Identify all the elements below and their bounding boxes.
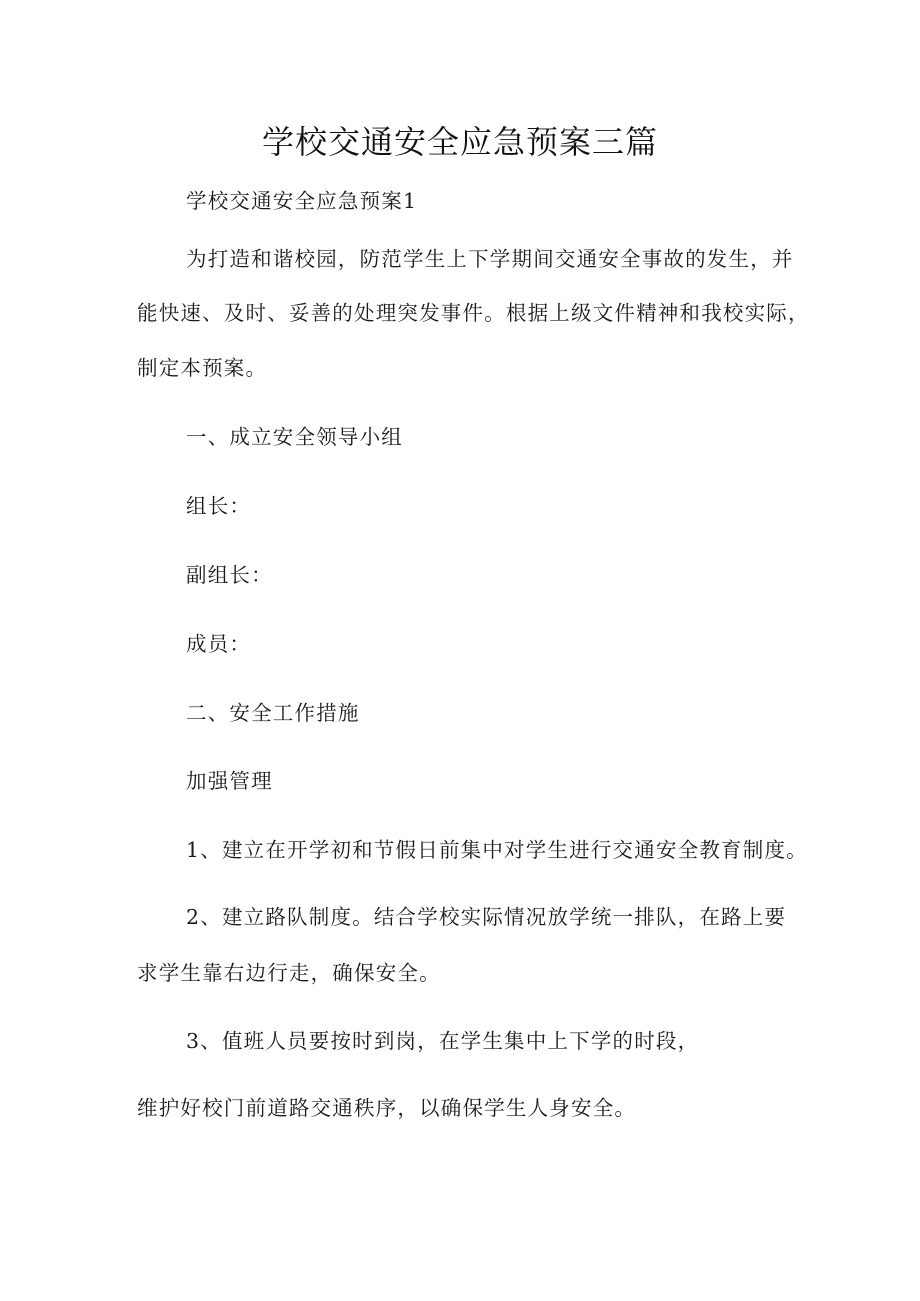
subsection-heading: 加强管理 [186,769,273,793]
paragraph-line: 为打造和谐校园，防范学生上下学期间交通安全事故的发生，并 [186,247,794,271]
paragraph-line: 制定本预案。 [137,356,268,380]
section-heading: 一、成立安全领导小组 [186,425,403,449]
paragraph-line: 3、值班人员要按时到岗，在学生集中上下学的时段， [186,1029,700,1053]
section-heading-plan-1: 学校交通安全应急预案1 [186,189,418,213]
list-item: 成员： [186,632,252,656]
document-title: 学校交通安全应急预案三篇 [261,123,658,161]
paragraph-line: 能快速、及时、妥善的处理突发事件。根据上级文件精神和我校实际， [137,301,810,325]
list-item: 副组长： [186,563,273,587]
paragraph-line: 维护好校门前道路交通秩序，以确保学生人身安全。 [137,1096,637,1120]
paragraph-line: 2、建立路队制度。结合学校实际情况放学统一排队，在路上要 [186,905,787,929]
paragraph-line: 1、建立在开学初和节假日前集中对学生进行交通安全教育制度。 [186,838,808,862]
section-heading: 二、安全工作措施 [186,701,360,725]
paragraph-line: 求学生靠右边行走，确保安全。 [137,961,441,985]
list-item: 组长： [186,494,252,518]
